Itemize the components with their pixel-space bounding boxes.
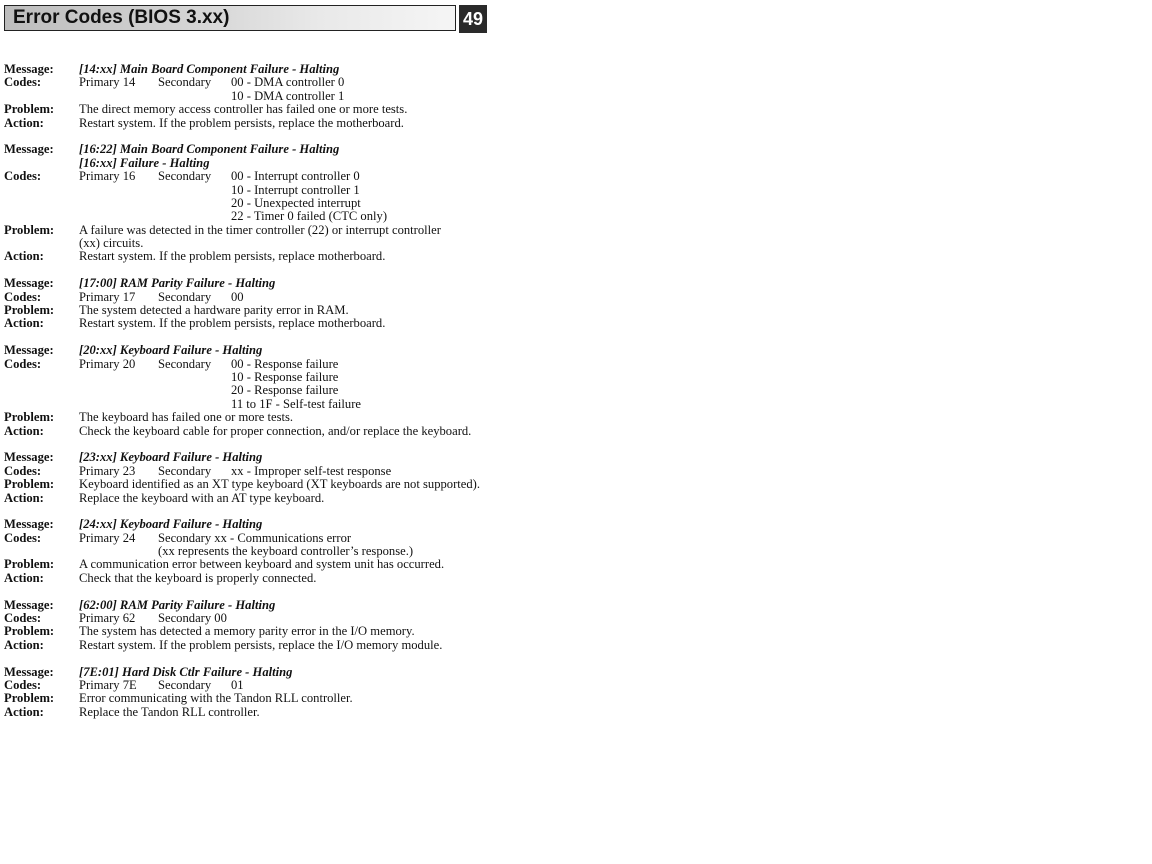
page-title: Error Codes (BIOS 3.xx) <box>13 7 230 28</box>
codes-row <box>4 465 494 478</box>
code-description: 20 - Unexpected interrupt <box>231 195 361 210</box>
codes-row <box>4 679 494 692</box>
message-row <box>4 63 494 76</box>
action-row <box>4 250 494 263</box>
action-text: Restart system. If the problem persists, replace the I/O memory module. <box>79 637 443 652</box>
message-row <box>4 599 494 612</box>
codes-row <box>4 358 494 371</box>
action-row <box>4 117 494 130</box>
problem-text: The system has detected a memory parity error in the I/O memory. <box>79 624 415 639</box>
codes-label: Codes: <box>4 611 42 626</box>
codes-row <box>4 90 494 103</box>
error-entry <box>4 344 494 438</box>
codes-row <box>4 170 494 183</box>
problem-text: (xx) circuits. <box>79 236 144 251</box>
secondary-code: Secondary xx - Communications error <box>158 530 352 545</box>
action-row <box>4 639 494 652</box>
primary-code: Primary 16 <box>79 169 136 184</box>
codes-row <box>4 398 494 411</box>
problem-text: A failure was detected in the timer controller (22) or interrupt controller <box>79 222 441 237</box>
message-row <box>4 157 494 170</box>
problem-text: The direct memory access controller has failed one or more tests. <box>79 102 408 117</box>
action-text: Restart system. If the problem persists, replace the motherboard. <box>79 115 404 130</box>
error-message: [14:xx] Main Board Component Failure - Halting <box>79 62 340 76</box>
message-row <box>4 143 494 156</box>
codes-row <box>4 184 494 197</box>
code-description: 22 - Timer 0 failed (CTC only) <box>231 209 388 224</box>
error-message: [23:xx] Keyboard Failure - Halting <box>79 450 263 465</box>
message-row <box>4 518 494 531</box>
primary-code: Primary 23 <box>79 463 136 478</box>
action-label: Action: <box>4 570 44 585</box>
problem-row <box>4 692 494 705</box>
problem-text: Keyboard identified as an XT type keyboard (XT keyboards are not supported). <box>79 477 481 492</box>
codes-note-row <box>4 545 494 558</box>
primary-code: Primary 17 <box>79 289 136 304</box>
code-description: 20 - Response failure <box>231 383 339 398</box>
action-row <box>4 317 494 330</box>
codes-label: Codes: <box>4 75 42 90</box>
problem-row <box>4 478 494 491</box>
codes-row <box>4 197 494 210</box>
codes-label: Codes: <box>4 356 42 371</box>
error-entry <box>4 277 494 331</box>
problem-row <box>4 304 494 317</box>
action-row <box>4 706 494 719</box>
code-description: 00 <box>231 289 244 304</box>
action-label: Action: <box>4 490 44 505</box>
secondary-code: Secondary 00 <box>158 611 227 626</box>
problem-row <box>4 558 494 571</box>
code-description: 00 - Interrupt controller 0 <box>231 169 360 184</box>
problem-row <box>4 237 494 250</box>
problem-label: Problem: <box>4 691 55 706</box>
action-label: Action: <box>4 704 44 719</box>
message-label: Message: <box>4 343 54 358</box>
message-label: Message: <box>4 517 54 532</box>
action-label: Action: <box>4 423 44 438</box>
action-text: Restart system. If the problem persists, replace motherboard. <box>79 249 386 264</box>
primary-code: Primary 20 <box>79 356 136 371</box>
action-label: Action: <box>4 637 44 652</box>
codes-label: Codes: <box>4 677 42 692</box>
code-description: 00 - DMA controller 0 <box>231 75 345 90</box>
problem-row <box>4 224 494 237</box>
problem-label: Problem: <box>4 477 55 492</box>
error-entry <box>4 599 494 653</box>
code-description: 00 - Response failure <box>231 356 339 371</box>
problem-row <box>4 625 494 638</box>
message-label: Message: <box>4 664 54 679</box>
error-entry <box>4 143 494 264</box>
codes-row <box>4 210 494 223</box>
error-message: [62:00] RAM Parity Failure - Halting <box>79 597 276 612</box>
message-row <box>4 451 494 464</box>
codes-row <box>4 371 494 384</box>
action-label: Action: <box>4 316 44 331</box>
page-number: 49 <box>459 5 487 33</box>
codes-note: (xx represents the keyboard controller’s response.) <box>158 544 414 559</box>
action-text: Replace the Tandon RLL controller. <box>79 704 260 719</box>
secondary-code: Secondary <box>158 75 212 90</box>
codes-label: Codes: <box>4 289 42 304</box>
problem-label: Problem: <box>4 102 55 117</box>
error-message: [17:00] RAM Parity Failure - Halting <box>79 276 276 291</box>
code-description: 10 - Response failure <box>231 369 339 384</box>
error-message: [24:xx] Keyboard Failure - Halting <box>79 517 263 532</box>
message-row <box>4 666 494 679</box>
code-description: xx - Improper self-test response <box>231 463 392 478</box>
codes-row <box>4 291 494 304</box>
problem-label: Problem: <box>4 303 55 318</box>
problem-text: A communication error between keyboard and system unit has occurred. <box>79 557 445 572</box>
problem-text: The system detected a hardware parity error in RAM. <box>79 303 349 318</box>
code-description: 01 <box>231 677 244 692</box>
section-header <box>4 5 456 31</box>
message-row <box>4 277 494 290</box>
problem-row <box>4 411 494 424</box>
codes-row <box>4 532 494 545</box>
error-code-list <box>4 63 494 733</box>
secondary-code: Secondary <box>158 463 212 478</box>
action-label: Action: <box>4 115 44 130</box>
code-description: 10 - Interrupt controller 1 <box>231 182 360 197</box>
secondary-code: Secondary <box>158 289 212 304</box>
secondary-code: Secondary <box>158 356 212 371</box>
action-row <box>4 572 494 585</box>
codes-label: Codes: <box>4 463 42 478</box>
error-message: [20:xx] Keyboard Failure - Halting <box>79 343 263 358</box>
error-entry <box>4 518 494 585</box>
message-label: Message: <box>4 276 54 291</box>
action-row <box>4 425 494 438</box>
action-row <box>4 492 494 505</box>
codes-row <box>4 612 494 625</box>
primary-code: Primary 62 <box>79 611 136 626</box>
secondary-code: Secondary <box>158 169 212 184</box>
error-entry <box>4 63 494 130</box>
primary-code: Primary 7E <box>79 677 137 692</box>
code-description: 10 - DMA controller 1 <box>231 88 345 103</box>
message-label: Message: <box>4 62 54 76</box>
message-label: Message: <box>4 450 54 465</box>
problem-label: Problem: <box>4 222 55 237</box>
problem-text: Error communicating with the Tandon RLL controller. <box>79 691 353 706</box>
codes-row <box>4 76 494 89</box>
problem-row <box>4 103 494 116</box>
action-text: Restart system. If the problem persists, replace motherboard. <box>79 316 386 331</box>
problem-text: The keyboard has failed one or more tests. <box>79 410 294 425</box>
action-label: Action: <box>4 249 44 264</box>
codes-label: Codes: <box>4 530 42 545</box>
problem-label: Problem: <box>4 410 55 425</box>
codes-row <box>4 384 494 397</box>
error-message: [7E:01] Hard Disk Ctlr Failure - Halting <box>79 664 293 679</box>
error-message: [16:xx] Failure - Halting <box>79 155 210 170</box>
primary-code: Primary 24 <box>79 530 136 545</box>
problem-label: Problem: <box>4 557 55 572</box>
message-row <box>4 344 494 357</box>
codes-label: Codes: <box>4 169 42 184</box>
message-label: Message: <box>4 142 54 157</box>
primary-code: Primary 14 <box>79 75 136 90</box>
secondary-code: Secondary <box>158 677 212 692</box>
message-label: Message: <box>4 597 54 612</box>
error-message: [16:22] Main Board Component Failure - Halting <box>79 142 340 157</box>
error-entry <box>4 451 494 505</box>
action-text: Check the keyboard cable for proper connection, and/or replace the keyboard. <box>79 423 472 438</box>
code-description: 11 to 1F - Self-test failure <box>231 396 361 411</box>
error-entry <box>4 666 494 720</box>
problem-label: Problem: <box>4 624 55 639</box>
action-text: Replace the keyboard with an AT type keyboard. <box>79 490 325 505</box>
action-text: Check that the keyboard is properly connected. <box>79 570 317 585</box>
